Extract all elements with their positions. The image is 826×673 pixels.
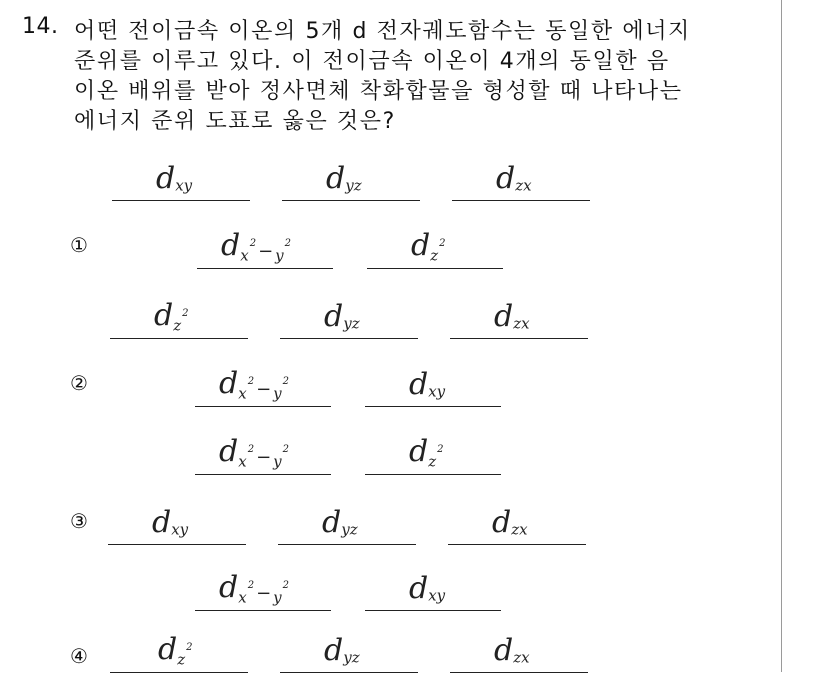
question-number: 14. — [22, 14, 59, 39]
option4-number[interactable]: ④ — [70, 644, 88, 668]
question-text-line-4: 에너지 준위 도표로 옳은 것은? — [74, 109, 396, 134]
option2-level-dz2: $dz^2$ — [110, 296, 248, 339]
option2-level-dyz: dyz — [280, 296, 418, 339]
option1-level-dxy: dxy — [112, 158, 250, 201]
option1-number[interactable]: ① — [70, 233, 88, 257]
option3-level-dzx: dzx — [448, 502, 586, 545]
option1-level-dzx: dzx — [452, 158, 590, 201]
option4-level-dz2: $dz^2$ — [110, 630, 248, 673]
question-text-line-1: 어떤 전이금속 이온의 5개 d 전자궤도함수는 동일한 에너지 — [74, 19, 691, 44]
option1-level-dz2: $dz^2$ — [367, 226, 503, 269]
option4-level-dzx: dzx — [450, 630, 588, 673]
option4-level-dyz: dyz — [280, 630, 418, 673]
option3-level-dx2-y2: $dx^2 - y^2$ — [195, 432, 331, 475]
option3-level-dz2: $dz^2$ — [365, 432, 501, 475]
option3-level-dyz: dyz — [278, 502, 416, 545]
right-border — [781, 0, 782, 672]
option2-level-dzx: dzx — [450, 296, 588, 339]
question-text-line-3: 이온 배위를 받아 정사면체 착화합물을 형성할 때 나타나는 — [74, 79, 683, 104]
option2-level-dxy: dxy — [365, 364, 501, 407]
option2-level-dx2-y2: $dx^2 - y^2$ — [195, 364, 331, 407]
option4-level-dxy: dxy — [365, 568, 501, 611]
option1-level-dx2-y2: $dx^2 - y^2$ — [197, 226, 333, 269]
option3-number[interactable]: ③ — [70, 509, 88, 533]
option2-number[interactable]: ② — [70, 371, 88, 395]
option3-level-dxy: dxy — [108, 502, 246, 545]
option4-level-dx2-y2: $dx^2 - y^2$ — [195, 568, 331, 611]
option1-level-dyz: dyz — [282, 158, 420, 201]
question-text-line-2: 준위를 이루고 있다. 이 전이금속 이온이 4개의 동일한 음 — [74, 49, 670, 74]
